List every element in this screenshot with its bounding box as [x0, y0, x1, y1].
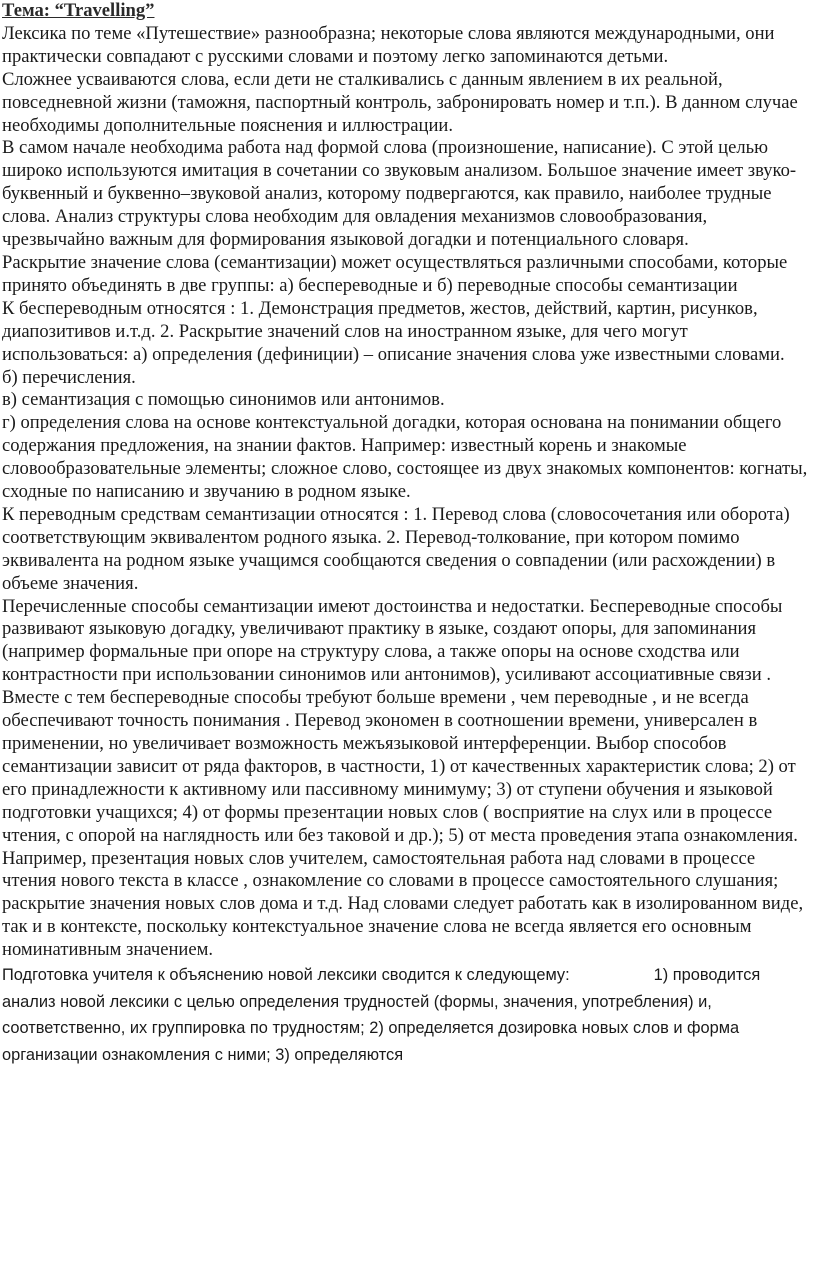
paragraph-semantization: Раскрытие значение слова (семантизации) может осуществляться различными способами, которые принято объединять в две группы: а) беспереводные и б) переводные способы семантизации [2, 251, 788, 296]
paragraph-non-translation-methods: К беспереводным относятся : 1. Демонстрация предметов, жестов, действий, картин, рисунков, диапозитивов и.т.д. 2. Раскрытие значений слов на иностранном языке, для чего могут использоваться: а) определения (дефиниции) – описание значения слова уже известными словами. [2, 297, 785, 365]
paragraph-pros-cons: Перечисленные способы семантизации имеют достоинства и недостатки. Беспереводные способы развивают языковую догадку, увеличивают практику в языке, создают опоры, для запоминания (например формальные при опоре на структуру слова, а также опоры на основе сходства или контрастности при использовании синонимов или антонимов), усиливают ассоциативные связи . Вместе с тем беспереводные способы требуют больше времени , чем переводные , и не всегда обеспечивают точность понимания . Перевод экономен в соотношении времени, универсален в применении, но увеличивает возможность межъязыковой интерференции. Выбор способов семантизации зависит от ряда факторов, в частности, 1) от качественных характеристик слова; 2) от его принадлежности к активному или пассивному минимуму; 3) от ступени обучения и языковой подготовки учащихся; 4) от формы презентации новых слов ( восприятие на слух или в процессе чтения, с опорой на наглядность или без таковой и др.); 5) от места проведения этапа ознакомления. Например, презентация новых слов учителем, самостоятельная работа над словами в процессе чтения нового текста в классе , ознакомление со словами в процессе самостоятельного слушания; раскрытие значения новых слов дома и т.д. Над словами следует работать как в изолированном виде, так и в контексте, поскольку контекстуальное значение слова не всегда является его основным номинативным значением. [2, 595, 804, 961]
paragraph-word-form: В самом начале необходима работа над формой слова (произношение, написание). С этой целью широко используются имитация в сочетании со звуковым анализом. Большое значение имеет звуко-буквенный и буквенно–звуковой анализ, которому подвергаются, как правило, наиболее трудные слова. Анализ структуры слова необходим для овладения механизмов словообразования, чрезвычайно важным для формирования языковой догадки и потенциального словаря. [2, 137, 797, 251]
paragraph-intro: Лексика по теме «Путешествие» разнообразна; некоторые слова являются международными, они практически совпадают с русскими словами и поэтому легко запоминаются детьми. [2, 22, 775, 67]
paragraph-context-guess: г) определения слова на основе контекстуальной догадки, которая основана на понимании общего содержания предложения, на знании фактов. Например: известный корень и знакомые словообразовательные элементы; сложное слово, состоящее из двух знакомых компонентов: когнаты, сходные по написанию и звучанию в родном языке. [2, 412, 808, 503]
teacher-preparation-intro: Подготовка учителя к объяснению новой лексики сводится к следующему: [2, 966, 570, 985]
paragraph-teacher-preparation [0, 962, 812, 1068]
page-title: Тема: “Travelling” [2, 0, 155, 21]
paragraph-synonyms: в) семантизация с помощью синонимов или антонимов. [2, 389, 445, 411]
paragraph-enumeration: б) перечисления. [2, 366, 136, 388]
paragraph-translation-methods: К переводным средствам семантизации относятся : 1. Перевод слова (словосочетания или оборота) соответствующим эквивалентом родного языка. 2. Перевод-толкование, при котором помимо эквивалента на родном языке учащимся сообщаются сведения о совпадении (или расхождении) в объеме значения. [2, 503, 790, 594]
teacher-preparation-steps: 1) проводится анализ новой лексики с целью определения трудностей (формы, значения, употребления) и, соответственно, их группировка по трудностям; 2) определяется дозировка новых слов и форма организации ознакомления с ними; 3) определяются [2, 966, 761, 1064]
paragraph-difficult-words: Сложнее усваиваются слова, если дети не сталкивались с данным явлением в их реальной, повседневной жизни (таможня, паспортный контроль, забронировать номер и т.п.). В данном случае необходимы дополнительные пояснения и иллюстрации. [2, 68, 798, 136]
